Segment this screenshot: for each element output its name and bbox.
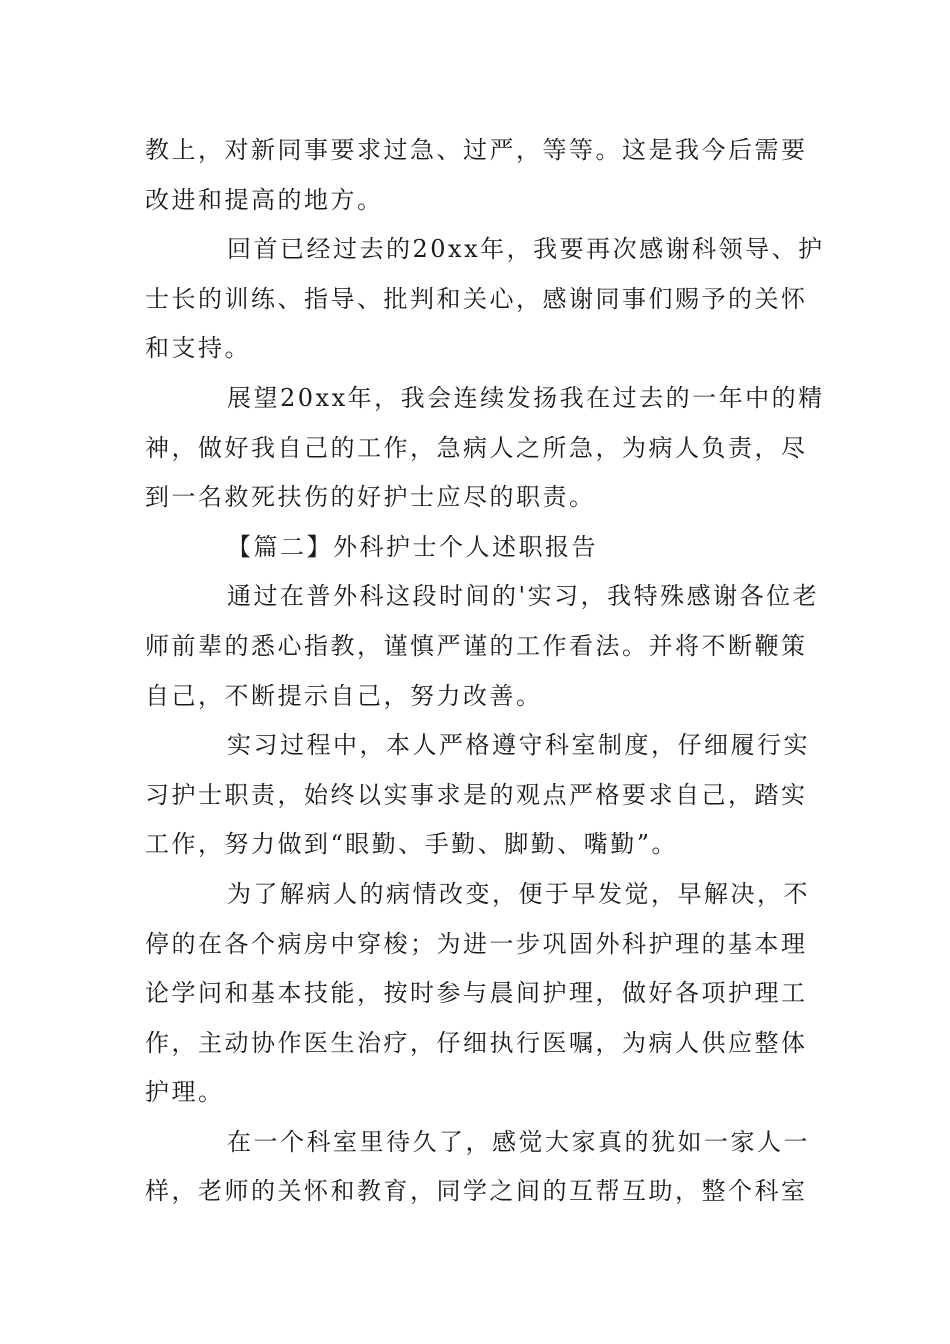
text-line: 护理。: [145, 1078, 225, 1107]
text-line: 士长的训练、指导、批判和关心，感谢同事们赐予的关怀: [145, 284, 808, 313]
text-line: 教上，对新同事要求过急、过严，等等。这是我今后需要: [145, 136, 808, 164]
text-line: 展望20xx年，我会连续发扬我在过去的一年中的精: [227, 383, 825, 412]
text-line: 工作，努力做到“眼勤、手勤、脚勤、嘴勤”。: [145, 830, 679, 859]
text-line: 习护士职责，始终以实事求是的观点严格要求自己，踏实: [145, 780, 808, 809]
text-line: 实习过程中，本人严格遵守科室制度，仔细履行实: [227, 731, 810, 760]
section-heading: 【篇二】外科护士个人述职报告: [227, 532, 598, 561]
text-line: 作，主动协作医生治疗，仔细执行医嘱，为病人供应整体: [145, 1028, 808, 1057]
text-line: 自己，不断提示自己，努力改善。: [145, 681, 543, 710]
text-line: 到一名救死扶伤的好护士应尽的职责。: [145, 483, 596, 512]
text-line: 为了解病人的病情改变，便于早发觉，早解决，不: [227, 879, 810, 908]
text-line: 通过在普外科这段时间的'实习，我特殊感谢各位老: [227, 582, 820, 611]
text-line: 停的在各个病房中穿梭；为进一步巩固外科护理的基本理: [145, 929, 808, 958]
document-page: [145, 126, 825, 1217]
text-line: 论学问和基本技能，按时参与晨间护理，做好各项护理工: [145, 979, 808, 1008]
text-line: 神，做好我自己的工作，急病人之所急，为病人负责，尽: [145, 433, 808, 462]
text-line: 样，老师的关怀和教育，同学之间的互帮互助，整个科室: [145, 1177, 808, 1206]
text-line: 回首已经过去的20xx年，我要再次感谢科领导、护: [227, 235, 825, 264]
text-line: 在一个科室里待久了，感觉大家真的犹如一家人一: [227, 1127, 810, 1156]
text-line: 和支持。: [145, 334, 251, 363]
text-line: 师前辈的悉心指教，谨慎严谨的工作看法。并将不断鞭策: [145, 631, 808, 660]
text-line: 改进和提高的地方。: [145, 185, 384, 214]
